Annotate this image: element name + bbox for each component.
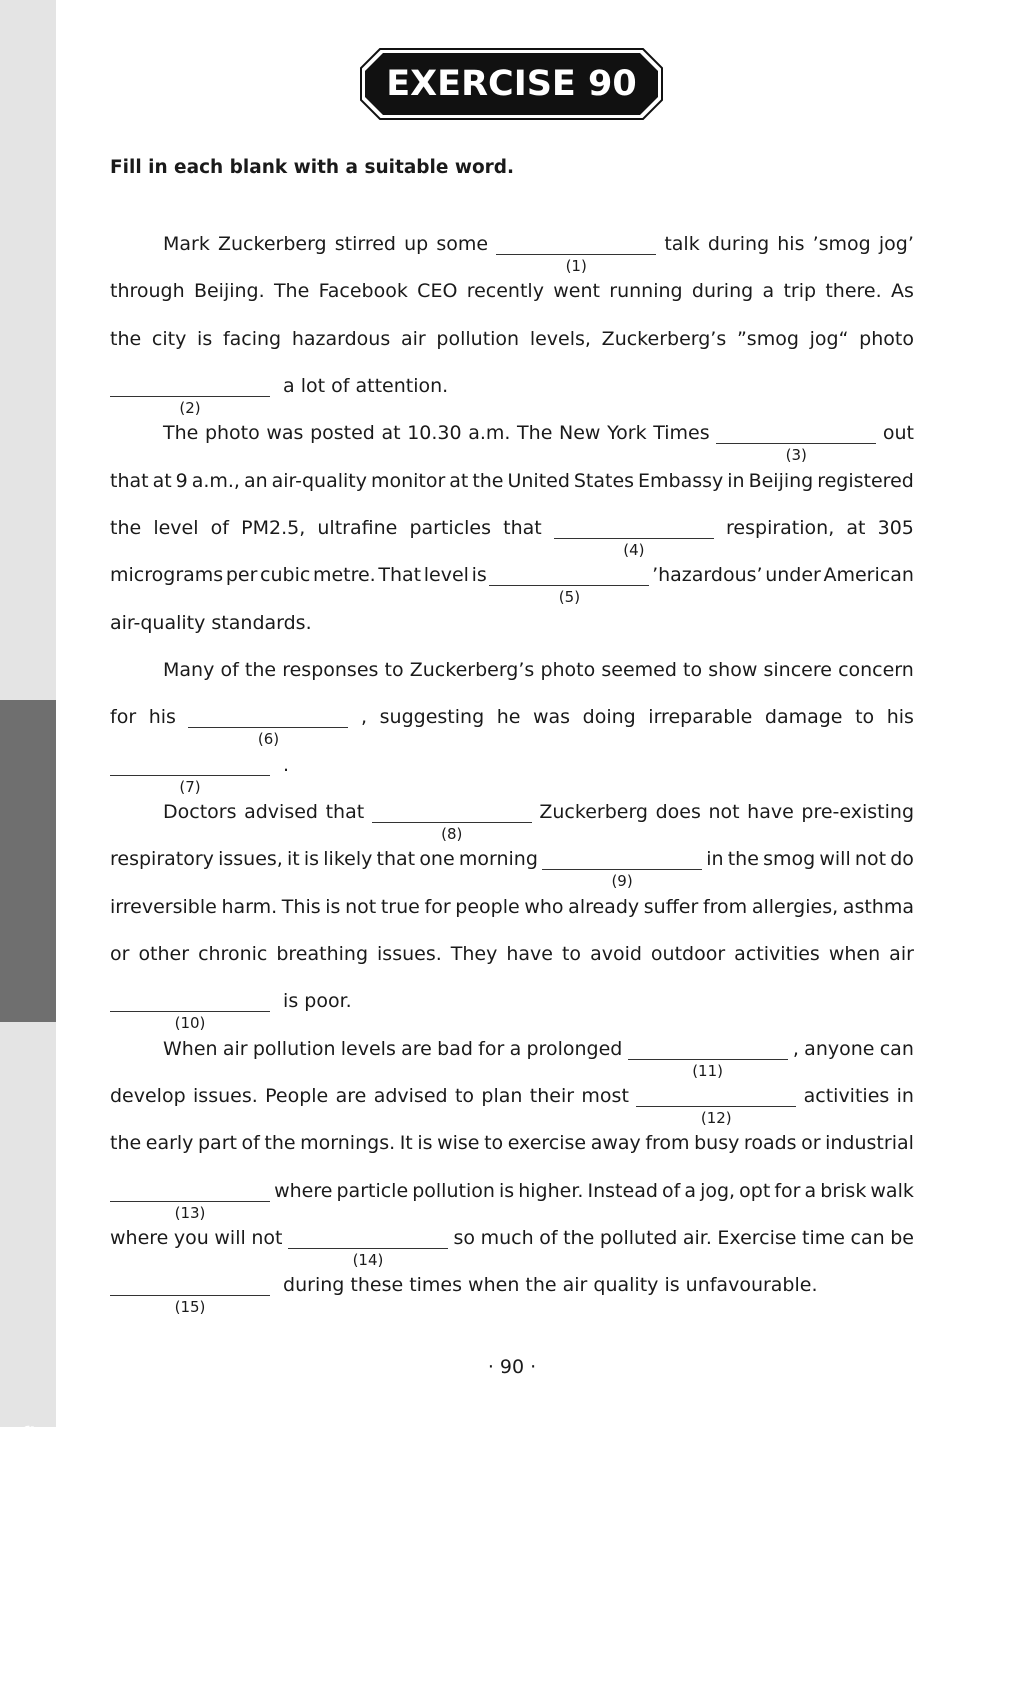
section-tab-label: Comprehension Cloze [15,1424,41,1698]
word: is [417,1132,433,1154]
word: who [524,896,564,918]
word: to [384,659,404,681]
word: posted [310,422,375,444]
word: can [850,1227,885,1249]
word: air [400,328,426,350]
text-after-blank: during these times when the air quality is unfavourable. [283,1274,818,1296]
passage-line-8 [110,562,914,606]
word: , [792,1038,799,1060]
word: running [609,280,683,302]
word: chronic [198,943,268,965]
blank-number: (7) [179,778,201,796]
word: not [708,801,740,823]
word: wise [437,1132,480,1154]
word: It [399,1132,413,1154]
word: at [449,470,469,492]
passage-line-13 [163,799,914,843]
passage-line-16 [110,941,914,967]
word: walk [870,1180,914,1202]
word: doing [582,706,636,728]
blank-number: (2) [179,399,201,417]
text-after-blank: is poor. [283,990,352,1012]
word: does [655,801,701,823]
word: under [765,564,821,586]
word: The [273,280,310,302]
word: suffer [643,896,699,918]
word: pollution [412,1180,495,1202]
passage-line-5 [163,420,914,464]
word: States [573,470,635,492]
word: seemed [601,659,677,681]
word: that [110,470,149,492]
word: can [879,1038,914,1060]
word: Facebook [318,280,408,302]
word: ultrafine [317,517,398,539]
word: mornings. [300,1132,396,1154]
word: level [153,517,199,539]
word: ’hazardous’ [652,564,763,586]
word: much [480,1227,534,1249]
word: time [802,1227,845,1249]
word: is [498,1180,515,1202]
word: activities [734,943,820,965]
word: you [173,1227,209,1249]
word: one [419,848,455,870]
word: for [774,1180,801,1202]
word: at [152,470,172,492]
word: his [886,706,914,728]
word: respiratory [110,848,214,870]
word: level [423,564,469,586]
text: air-quality standards. [110,612,312,634]
passage-line-3 [110,326,914,352]
blank-7[interactable] [110,752,270,796]
word: facing [222,328,282,350]
word: a [509,1038,522,1060]
word: part [197,1132,237,1154]
word: air [889,943,914,965]
word: away [590,1132,641,1154]
blank-number: (4) [623,541,645,559]
word: Embassy [638,470,724,492]
text-after-blank: . [283,754,290,776]
word: the [110,1132,142,1154]
word: Mark [163,233,210,255]
word: already [568,896,640,918]
word: concern [838,659,914,681]
word: suggesting [379,706,485,728]
word: asthma [842,896,914,918]
word: he [496,706,521,728]
word: air-quality [271,470,367,492]
passage-line-22 [110,1225,914,1269]
word: New [559,422,601,444]
word: metre. [312,564,376,586]
word: most [581,1085,629,1107]
blank-14[interactable] [288,1225,448,1269]
word: there. [825,280,882,302]
word: trip [783,280,817,302]
word: per [225,564,258,586]
instruction: Fill in each blank with a suitable word. [110,157,515,178]
word: issues. [377,943,442,965]
word: to [561,943,582,965]
word: his [148,706,176,728]
word: photo [204,422,260,444]
word: irreversible [110,896,217,918]
passage-line-21 [110,1178,914,1222]
word: likely [323,848,373,870]
word: to [683,659,703,681]
word: from [645,1132,690,1154]
word: ”smog [736,328,799,350]
blank-2[interactable] [110,373,270,417]
passage-line-10 [163,657,914,683]
word: the [563,1227,595,1249]
word: Exercise [717,1227,797,1249]
blank-number: (3) [785,446,807,464]
word: breathing [276,943,369,965]
word: harm. [221,896,278,918]
word: That [378,564,422,586]
blank-3[interactable] [716,420,876,464]
blank-15[interactable] [110,1272,270,1316]
passage-line-2 [110,278,914,304]
word: was [533,706,571,728]
word: photo [540,659,596,681]
blank-10[interactable] [110,988,270,1032]
word: particle [336,1180,409,1202]
word: to [454,1085,475,1107]
word: levels, [529,328,591,350]
word: advised [244,801,318,823]
word: is [303,848,320,870]
blank-number: (11) [692,1062,723,1080]
word: irreparable [648,706,753,728]
word: a [684,1180,697,1202]
word: during [691,280,754,302]
word: of [210,517,229,539]
word: other [138,943,190,965]
word: their [529,1085,575,1107]
blank-number: (6) [257,730,280,748]
word: issues, [218,848,283,870]
blank-number: (9) [611,872,633,890]
word: 9 [175,470,188,492]
word: Zuckerberg [539,801,648,823]
blank-9[interactable] [542,846,702,890]
blank-number: (8) [441,825,463,843]
blank-6[interactable] [188,704,348,748]
word: for [110,706,137,728]
word: Doctors [163,801,237,823]
word: a [804,1180,817,1202]
word: in [727,470,745,492]
passage-line-1 [163,231,914,275]
blank-number: (5) [558,588,581,606]
word: so [453,1227,476,1249]
word: have [506,943,553,965]
word: have [747,801,794,823]
word: exercise [507,1132,587,1154]
word: that [325,801,365,823]
word: sincere [763,659,832,681]
word: As [890,280,914,302]
word: out [882,422,914,444]
word: PM2.5, [241,517,306,539]
word: respiration, [726,517,835,539]
word: Zuckerberg’s [601,328,727,350]
word: Zuckerberg [217,233,327,255]
passage-line-19 [110,1083,914,1127]
word: be [890,1227,914,1249]
word: responses [282,659,379,681]
word: recently [466,280,544,302]
word: This [281,896,321,918]
word: activities [803,1085,890,1107]
word: outdoor [650,943,726,965]
word: air [222,1038,248,1060]
exercise-title: EXERCISE 90 [386,64,637,104]
word: when [828,943,881,965]
blank-12[interactable] [636,1083,796,1127]
blank-number: (14) [352,1251,384,1269]
word: CEO [417,280,458,302]
word: air. [682,1227,712,1249]
blank-11[interactable] [628,1036,788,1080]
word: advised [373,1085,448,1107]
word: up [404,233,429,255]
word: micrograms [110,564,224,586]
word: jog’ [878,233,914,255]
word: during [707,233,770,255]
blank-1[interactable] [496,231,656,275]
word: They [450,943,498,965]
word: or [110,943,130,965]
word: The [163,422,199,444]
word: from [702,896,748,918]
word: 10.30 [407,422,462,444]
word: Times [653,422,710,444]
word: particles [409,517,492,539]
word: not [251,1227,283,1249]
passage-line-4 [110,373,914,417]
word: Zuckerberg’s [409,659,535,681]
word: opt [739,1180,771,1202]
blank-number: (13) [174,1204,206,1222]
word: city [151,328,187,350]
word: ’smog [812,233,871,255]
word: registered [817,470,914,492]
word: the [110,328,142,350]
word: that [376,848,416,870]
word: damage [764,706,843,728]
word: polluted [599,1227,678,1249]
page-number: · 90 · [487,1356,537,1378]
word: cubic [260,564,311,586]
word: show [708,659,758,681]
word: was [266,422,304,444]
word: talk [664,233,700,255]
word: that [503,517,542,539]
word: will [214,1227,246,1249]
word: a.m., [191,470,240,492]
word: not [854,848,887,870]
word: to [855,706,875,728]
word: an [243,470,268,492]
word: of [539,1227,558,1249]
word: in [706,848,724,870]
word: , [361,706,368,728]
blank-number: (1) [565,257,587,275]
passage-line-17 [110,988,914,1032]
word: of [241,1132,260,1154]
word: levels [340,1038,396,1060]
word: York [607,422,647,444]
passage-line-7 [110,515,914,559]
blank-4[interactable] [554,515,714,559]
word: for [424,896,451,918]
blank-number: (12) [700,1109,732,1127]
word: for [478,1038,505,1060]
word: a.m. [468,422,511,444]
word: develop [110,1085,186,1107]
word: or [801,1132,821,1154]
word: some [436,233,489,255]
blank-number: (10) [174,1014,206,1032]
passage-line-14 [110,846,914,890]
word: The [517,422,553,444]
word: not [345,896,377,918]
word: American [823,564,914,586]
exercise-title-badge [360,48,663,120]
word: will [819,848,851,870]
word: the [264,1132,296,1154]
word: pollution [252,1038,336,1060]
word: through [110,280,185,302]
word: is [197,328,213,350]
passage-line-9 [110,610,914,636]
word: People [265,1085,329,1107]
word: to [484,1132,504,1154]
passage-line-23 [110,1272,914,1316]
word: pre-existing [801,801,914,823]
word: do [890,848,914,870]
word: When [163,1038,218,1060]
word: busy [694,1132,740,1154]
word: hazardous [291,328,391,350]
word: higher. [518,1180,584,1202]
word: roads [743,1132,797,1154]
word: pollution [436,328,520,350]
word: jog, [700,1180,736,1202]
word: the [244,659,277,681]
word: are [335,1085,367,1107]
word: bad [437,1038,473,1060]
word: of [661,1180,681,1202]
word: people [455,896,520,918]
word: is [325,896,341,918]
passage-line-12 [110,752,914,796]
word: is [471,564,487,586]
word: Beijing. [193,280,265,302]
word: the [727,848,759,870]
word: in [896,1085,914,1107]
word: at [846,517,866,539]
word: smog [763,848,816,870]
word: are [401,1038,432,1060]
blank-8[interactable] [372,799,532,843]
word: allergies, [751,896,839,918]
word: prolonged [526,1038,623,1060]
word: plan [481,1085,523,1107]
word: where [110,1227,169,1249]
word: the [472,470,504,492]
word: avoid [590,943,642,965]
word: went [553,280,600,302]
word: true [380,896,420,918]
passage-line-18 [163,1036,914,1080]
blank-number: (15) [174,1298,206,1316]
passage-line-11 [110,704,914,748]
section-tab [0,700,56,1698]
word: brisk [820,1180,867,1202]
passage-line-15 [110,894,914,920]
word: Beijing [748,470,814,492]
blank-13[interactable] [110,1178,270,1222]
word: 305 [877,517,914,539]
word: United [507,470,570,492]
word: where [274,1180,333,1202]
text-after-blank: a lot of attention. [283,375,449,397]
word: stirred [334,233,396,255]
word: issues. [193,1085,258,1107]
word: the [110,517,142,539]
word: industrial [825,1132,914,1154]
word: of [220,659,239,681]
word: morning [458,848,538,870]
word: Instead [587,1180,658,1202]
word: photo [859,328,914,350]
word: at [381,422,401,444]
word: a [762,280,775,302]
passage-line-6 [110,468,914,494]
word: monitor [370,470,446,492]
word: early [145,1132,194,1154]
word: Many [163,659,215,681]
word: it [287,848,300,870]
word: his [777,233,805,255]
word: anyone [804,1038,875,1060]
blank-5[interactable] [489,562,649,606]
passage-line-20 [110,1130,914,1156]
word: jog“ [809,328,849,350]
